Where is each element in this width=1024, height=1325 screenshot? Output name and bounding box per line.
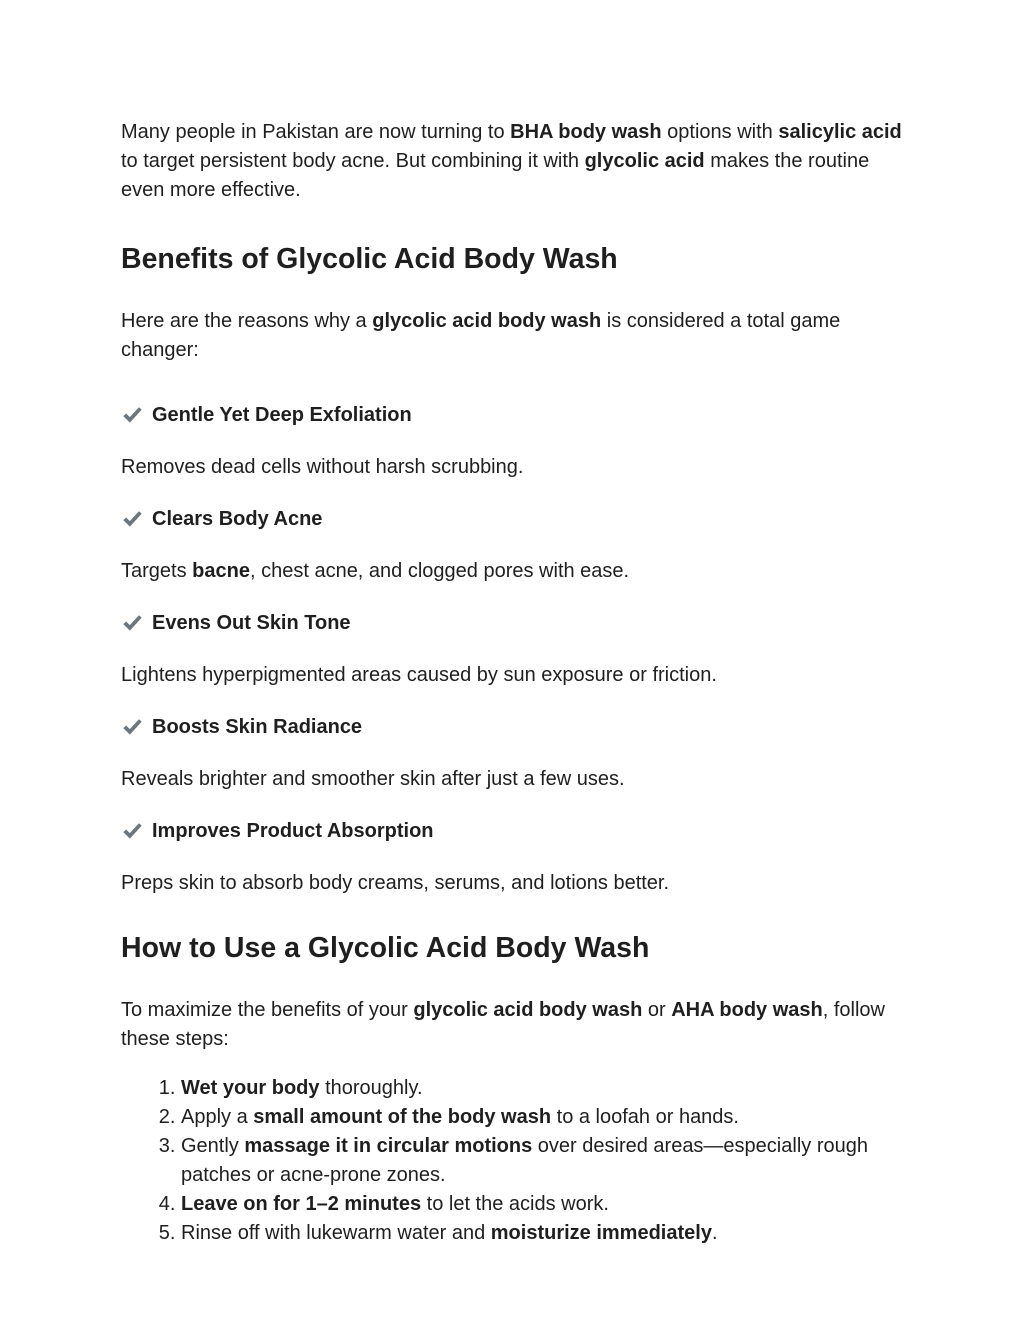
howto-lead-paragraph — [121, 996, 911, 1054]
step-item — [181, 1132, 911, 1190]
lead-bold: glycolic acid body wash — [372, 310, 602, 332]
desc-text: Targets — [121, 560, 193, 582]
benefit-description: Reveals brighter and smoother skin after just a few uses. — [121, 768, 625, 790]
intro-paragraph — [121, 118, 911, 205]
step-bold: massage it in circular motions — [244, 1135, 533, 1157]
benefit-description: Preps skin to absorb body creams, serums, and lotions better. — [121, 872, 670, 894]
benefit-title-text: Evens Out Skin Tone — [152, 612, 351, 634]
document-page — [121, 118, 911, 1248]
step-text: . — [711, 1222, 718, 1244]
benefit-title-text: Boosts Skin Radiance — [152, 716, 363, 738]
step-text: Apply a — [181, 1106, 254, 1128]
lead-text: or — [642, 999, 672, 1021]
check-mark-icon — [121, 404, 143, 426]
lead-text: , follow these steps: — [121, 999, 885, 1050]
lead-bold: AHA body wash — [671, 999, 823, 1021]
howto-heading: How to Use a Glycolic Acid Body Wash — [121, 932, 650, 964]
intro-bold-bha-body-wash: BHA body wash — [510, 121, 662, 143]
benefit-title — [121, 713, 911, 742]
desc-text: , chest acne, and clogged pores with ease. — [249, 560, 630, 582]
lead-text: is considered a total game changer: — [121, 310, 841, 361]
benefit-description: Removes dead cells without harsh scrubbing. — [121, 456, 524, 478]
intro-bold-glycolic-acid: glycolic acid — [584, 150, 705, 172]
step-bold: Leave on for 1–2 minutes — [181, 1193, 422, 1215]
intro-text: Many people in Pakistan are now turning to — [121, 121, 511, 143]
desc-bold: bacne — [192, 560, 250, 582]
intro-bold-salicylic-acid: salicylic acid — [778, 121, 902, 143]
step-text: Rinse off with lukewarm water and — [181, 1222, 491, 1244]
benefit-title — [121, 401, 911, 430]
check-mark-icon — [121, 820, 143, 842]
benefit-description: Lightens hyperpigmented areas caused by sun exposure or friction. — [121, 664, 717, 686]
step-item — [181, 1103, 911, 1132]
step-text: thoroughly. — [319, 1077, 423, 1099]
step-text: over desired areas—especially rough patches or acne-prone zones. — [181, 1135, 868, 1186]
intro-text: to target persistent body acne. But combining it with — [121, 150, 585, 172]
step-item — [181, 1074, 911, 1103]
step-bold: Wet your body — [181, 1077, 320, 1099]
benefit-title — [121, 817, 911, 846]
intro-text: makes the routine even more effective. — [121, 150, 870, 201]
steps-list — [121, 1074, 911, 1248]
benefit-description — [121, 557, 911, 586]
step-item — [181, 1219, 911, 1248]
benefit-title-text: Clears Body Acne — [152, 508, 323, 530]
benefit-title-text: Improves Product Absorption — [152, 820, 434, 842]
step-bold: moisturize immediately — [490, 1222, 712, 1244]
step-bold: small amount of the body wash — [253, 1106, 552, 1128]
benefit-title-text: Gentle Yet Deep Exfoliation — [152, 404, 412, 426]
check-mark-icon — [121, 716, 143, 738]
step-text: to a loofah or hands. — [551, 1106, 739, 1128]
check-mark-icon — [121, 508, 143, 530]
benefits-lead-paragraph — [121, 307, 911, 365]
step-text: to let the acids work. — [421, 1193, 609, 1215]
benefits-heading: Benefits of Glycolic Acid Body Wash — [121, 243, 618, 275]
step-item — [181, 1190, 911, 1219]
check-mark-icon — [121, 612, 143, 634]
benefit-title — [121, 609, 911, 638]
intro-text: options with — [661, 121, 779, 143]
step-text: Gently — [181, 1135, 245, 1157]
benefit-title — [121, 505, 911, 534]
lead-text: To maximize the benefits of your — [121, 999, 414, 1021]
lead-text: Here are the reasons why a — [121, 310, 373, 332]
lead-bold: glycolic acid body wash — [413, 999, 643, 1021]
